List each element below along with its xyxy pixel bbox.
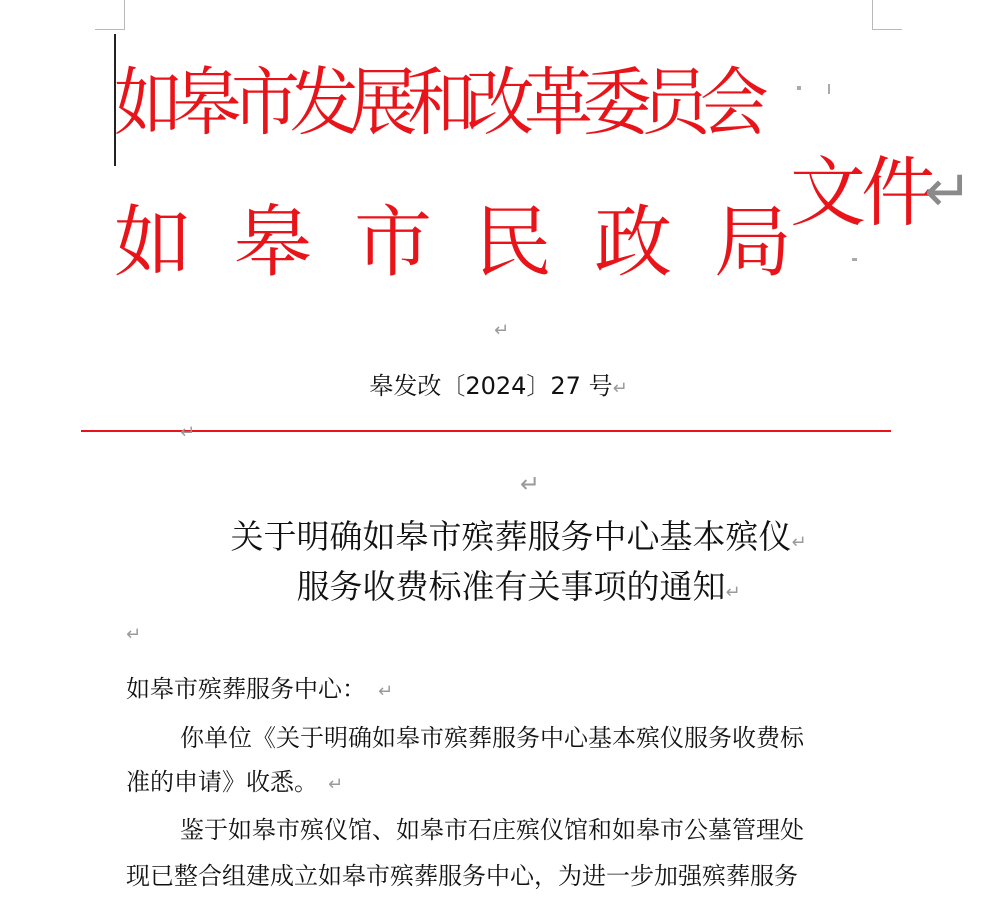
- anchor-mark-icon: [797, 86, 801, 90]
- crop-mark-top-right-vertical: [872, 0, 873, 30]
- red-separator-line: [81, 430, 891, 432]
- paragraph-mark-icon: ↵: [126, 624, 142, 645]
- crop-mark-top-left-horizontal: [95, 29, 125, 30]
- paragraph-mark-icon: ↵: [924, 157, 973, 225]
- issuer-name-line-2[interactable]: [114, 196, 834, 290]
- paragraph-mark-icon: ↵: [180, 422, 196, 443]
- issuer-char: 如: [114, 198, 193, 288]
- issuer-char: 局: [714, 198, 793, 288]
- issuer-char: 市: [354, 198, 433, 288]
- document-number[interactable]: [0, 370, 987, 402]
- crop-mark-top-right-horizontal: [872, 29, 902, 30]
- issuer-char: 民: [474, 198, 553, 288]
- document-number-text: 皋发改〔2024〕27 号: [369, 372, 613, 400]
- body-text: 准的申请》收悉。: [126, 768, 318, 796]
- anchor-mark-icon: [828, 84, 830, 94]
- issuer-char: 政: [594, 198, 673, 288]
- anchor-mark-icon: [852, 258, 857, 261]
- paragraph-mark-icon: ↵: [520, 470, 541, 498]
- salutation[interactable]: [126, 673, 393, 705]
- paragraph-mark-icon: ↵: [328, 774, 344, 795]
- paragraph-mark-icon: ↵: [612, 378, 628, 399]
- paragraph-mark-icon: ↵: [725, 582, 741, 603]
- paragraph-mark-icon: ↵: [791, 532, 807, 553]
- title-text: 关于明确如皋市殡葬服务中心基本殡仪: [230, 517, 792, 556]
- body-paragraph-2-line-2[interactable]: 现已整合组建成立如皋市殡葬服务中心，为进一步加强殡葬服务: [126, 862, 798, 890]
- paragraph-mark-icon: ↵: [378, 681, 394, 702]
- document-word[interactable]: 文件: [790, 148, 932, 237]
- issuer-name-line-1[interactable]: 如皋市发展和改革委员会: [114, 60, 759, 146]
- body-paragraph-1-line-2[interactable]: [126, 766, 343, 798]
- body-paragraph-2-line-1[interactable]: 鉴于如皋市殡仪馆、如皋市石庄殡仪馆和如皋市公墓管理处: [180, 816, 804, 844]
- crop-mark-top-left-vertical: [124, 0, 125, 30]
- notice-title-line-2[interactable]: [0, 564, 987, 610]
- title-text: 服务收费标准有关事项的通知: [296, 567, 726, 606]
- salutation-text: 如皋市殡葬服务中心：: [126, 675, 366, 703]
- notice-title-line-1[interactable]: [0, 514, 987, 560]
- paragraph-mark-icon: ↵: [494, 320, 510, 341]
- issuer-char: 皋: [234, 198, 313, 288]
- body-paragraph-1-line-1[interactable]: 你单位《关于明确如皋市殡葬服务中心基本殡仪服务收费标: [180, 724, 804, 752]
